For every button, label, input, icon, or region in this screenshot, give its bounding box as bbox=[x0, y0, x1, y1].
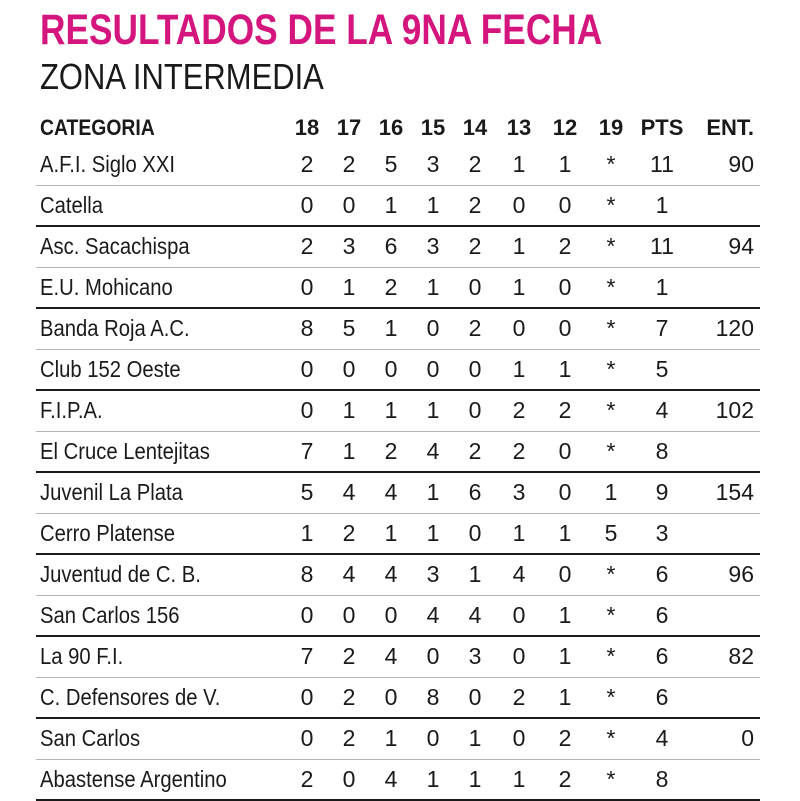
cat19-cell: * bbox=[606, 561, 616, 588]
cat14-cell: 0 bbox=[468, 273, 482, 300]
col-header-pts: PTS bbox=[640, 115, 684, 140]
cat15-cell: 3 bbox=[426, 233, 440, 260]
cat15-cell: 4 bbox=[426, 601, 440, 628]
table-row bbox=[36, 554, 760, 595]
cat14-cell: 2 bbox=[468, 233, 482, 260]
cat17-cell: 0 bbox=[342, 601, 356, 628]
ent-cell bbox=[690, 431, 760, 472]
cat13-cell: 1 bbox=[512, 273, 526, 300]
table-row bbox=[36, 472, 760, 513]
cat14-cell: 6 bbox=[468, 479, 482, 506]
cat12-cell: 1 bbox=[558, 519, 572, 546]
cat17-cell: 1 bbox=[342, 273, 356, 300]
cat13-cell: 2 bbox=[512, 683, 526, 710]
cat12-cell: 1 bbox=[558, 601, 572, 628]
cat14-cell: 1 bbox=[468, 561, 482, 588]
table-row bbox=[36, 759, 760, 800]
cat13-cell: 0 bbox=[512, 725, 526, 752]
cat14-cell: 4 bbox=[468, 601, 482, 628]
cat14-cell: 2 bbox=[468, 437, 482, 464]
col-header-ent: ENT. bbox=[706, 115, 754, 140]
ent-cell: 102 bbox=[715, 397, 754, 424]
table-header-row bbox=[36, 111, 760, 145]
cat16-cell: 4 bbox=[384, 765, 398, 792]
cat15-cell: 3 bbox=[426, 151, 440, 178]
team-cell bbox=[36, 145, 286, 185]
cat18-cell: 0 bbox=[300, 601, 314, 628]
cat14-cell: 0 bbox=[468, 519, 482, 546]
col-header-categoria: CATEGORIA bbox=[40, 115, 155, 140]
cat12-cell: 2 bbox=[558, 233, 572, 260]
pts-cell: 8 bbox=[655, 437, 669, 464]
cat19-cell: * bbox=[606, 151, 616, 178]
cat18-cell: 0 bbox=[300, 355, 314, 382]
cat16-cell: 1 bbox=[384, 191, 398, 218]
pts-cell: 3 bbox=[655, 519, 669, 546]
table-row bbox=[36, 677, 760, 718]
cat13-cell: 4 bbox=[512, 561, 526, 588]
cat14-cell: 0 bbox=[468, 397, 482, 424]
ent-cell bbox=[690, 267, 760, 308]
cat18-cell: 0 bbox=[300, 191, 314, 218]
ent-cell bbox=[690, 759, 760, 800]
cat16-cell: 6 bbox=[384, 233, 398, 260]
cat17-cell: 2 bbox=[342, 643, 356, 670]
cat17-cell: 2 bbox=[342, 151, 356, 178]
table-row bbox=[36, 513, 760, 554]
cat12-cell: 2 bbox=[558, 397, 572, 424]
page-subtitle: ZONA INTERMEDIA bbox=[40, 56, 324, 97]
table-row bbox=[36, 718, 760, 759]
cat19-cell: * bbox=[606, 397, 616, 424]
ent-cell bbox=[690, 513, 760, 554]
cat12-cell: 2 bbox=[558, 725, 572, 752]
team-name: El Cruce Lentejitas bbox=[40, 437, 210, 464]
cat18-cell: 2 bbox=[300, 151, 314, 178]
cat12-cell: 0 bbox=[558, 315, 572, 342]
cat12-cell: 0 bbox=[558, 191, 572, 218]
cat15-cell: 0 bbox=[426, 315, 440, 342]
col-header-12: 12 bbox=[552, 115, 578, 140]
cat19-cell: 1 bbox=[604, 479, 618, 506]
cat17-cell: 2 bbox=[342, 725, 356, 752]
cat12-cell: 1 bbox=[558, 683, 572, 710]
table-row bbox=[36, 636, 760, 677]
pts-cell: 11 bbox=[650, 151, 674, 178]
cat16-cell: 1 bbox=[384, 725, 398, 752]
cat17-cell: 2 bbox=[342, 683, 356, 710]
team-name: Catella bbox=[40, 191, 104, 218]
cat17-cell: 0 bbox=[342, 765, 356, 792]
ent-cell: 82 bbox=[728, 643, 754, 670]
table-body bbox=[36, 145, 760, 800]
table-row bbox=[36, 185, 760, 226]
cat12-cell: 1 bbox=[558, 151, 572, 178]
cat18-cell: 2 bbox=[300, 233, 314, 260]
cat17-cell: 4 bbox=[342, 561, 356, 588]
cat16-cell: 5 bbox=[384, 151, 398, 178]
team-cell bbox=[36, 185, 286, 226]
ent-cell bbox=[690, 349, 760, 390]
cat13-cell: 2 bbox=[512, 397, 526, 424]
cat13-cell: 1 bbox=[512, 355, 526, 382]
col-header-16: 16 bbox=[378, 115, 404, 140]
cat18-cell: 2 bbox=[300, 765, 314, 792]
ent-cell bbox=[690, 595, 760, 636]
cat17-cell: 0 bbox=[342, 191, 356, 218]
cat15-cell: 1 bbox=[426, 765, 440, 792]
cat17-cell: 2 bbox=[342, 519, 356, 546]
cat15-cell: 1 bbox=[426, 479, 440, 506]
cat17-cell: 5 bbox=[342, 315, 356, 342]
pts-cell: 1 bbox=[655, 191, 669, 218]
ent-cell: 94 bbox=[728, 233, 754, 260]
team-name: Juvenil La Plata bbox=[40, 479, 183, 506]
cat17-cell: 1 bbox=[342, 397, 356, 424]
pts-cell: 9 bbox=[655, 479, 669, 506]
team-name: Asc. Sacachispa bbox=[40, 233, 190, 260]
cat14-cell: 1 bbox=[468, 725, 482, 752]
cat19-cell: * bbox=[606, 355, 616, 382]
cat12-cell: 0 bbox=[558, 479, 572, 506]
cat16-cell: 2 bbox=[384, 437, 398, 464]
team-cell bbox=[36, 267, 286, 308]
table-row bbox=[36, 431, 760, 472]
cat19-cell: * bbox=[606, 725, 616, 752]
cat12-cell: 0 bbox=[558, 273, 572, 300]
pts-cell: 1 bbox=[655, 273, 669, 300]
team-name: F.I.P.A. bbox=[40, 397, 103, 424]
col-header-15: 15 bbox=[420, 115, 446, 140]
team-name: C. Defensores de V. bbox=[40, 683, 221, 710]
cat15-cell: 1 bbox=[426, 273, 440, 300]
cat19-cell: * bbox=[606, 643, 616, 670]
cat18-cell: 0 bbox=[300, 273, 314, 300]
col-header-18: 18 bbox=[294, 115, 320, 140]
cat18-cell: 0 bbox=[300, 683, 314, 710]
cat13-cell: 1 bbox=[512, 519, 526, 546]
cat18-cell: 7 bbox=[300, 643, 314, 670]
cat18-cell: 1 bbox=[300, 519, 314, 546]
cat13-cell: 2 bbox=[512, 437, 526, 464]
pts-cell: 4 bbox=[655, 397, 669, 424]
pts-cell: 11 bbox=[650, 233, 674, 260]
cat19-cell: * bbox=[606, 601, 616, 628]
table-row bbox=[36, 226, 760, 267]
ent-cell: 120 bbox=[715, 315, 754, 342]
cat15-cell: 1 bbox=[426, 191, 440, 218]
cat16-cell: 4 bbox=[384, 643, 398, 670]
cat19-cell: * bbox=[606, 233, 616, 260]
col-header-14: 14 bbox=[462, 115, 488, 140]
team-cell bbox=[36, 554, 286, 595]
cat19-cell: * bbox=[606, 765, 616, 792]
cat13-cell: 1 bbox=[512, 233, 526, 260]
table-row bbox=[36, 267, 760, 308]
team-cell bbox=[36, 390, 286, 431]
team-cell bbox=[36, 226, 286, 267]
team-cell bbox=[36, 636, 286, 677]
team-name: Juventud de C. B. bbox=[40, 561, 201, 588]
cat19-cell: 5 bbox=[604, 519, 618, 546]
cat16-cell: 4 bbox=[384, 479, 398, 506]
team-cell bbox=[36, 759, 286, 800]
cat15-cell: 0 bbox=[426, 725, 440, 752]
cat13-cell: 0 bbox=[512, 191, 526, 218]
cat12-cell: 2 bbox=[558, 765, 572, 792]
cat13-cell: 3 bbox=[512, 479, 526, 506]
results-table bbox=[36, 111, 760, 801]
table-row bbox=[36, 390, 760, 431]
team-cell bbox=[36, 677, 286, 718]
team-cell bbox=[36, 308, 286, 349]
team-cell bbox=[36, 349, 286, 390]
cat16-cell: 0 bbox=[384, 355, 398, 382]
cat12-cell: 1 bbox=[558, 643, 572, 670]
cat16-cell: 1 bbox=[384, 519, 398, 546]
col-header-13: 13 bbox=[506, 115, 532, 140]
team-name: Banda Roja A.C. bbox=[40, 315, 190, 342]
cat17-cell: 0 bbox=[342, 355, 356, 382]
cat18-cell: 5 bbox=[300, 479, 314, 506]
cat17-cell: 1 bbox=[342, 437, 356, 464]
cat19-cell: * bbox=[606, 273, 616, 300]
page-title: RESULTADOS DE LA 9NA FECHA bbox=[40, 6, 603, 54]
cat16-cell: 0 bbox=[384, 683, 398, 710]
cat15-cell: 0 bbox=[426, 355, 440, 382]
cat15-cell: 8 bbox=[426, 683, 440, 710]
cat16-cell: 4 bbox=[384, 561, 398, 588]
team-name: San Carlos 156 bbox=[40, 601, 180, 628]
pts-cell: 8 bbox=[655, 765, 669, 792]
pts-cell: 6 bbox=[655, 643, 669, 670]
cat14-cell: 3 bbox=[468, 643, 482, 670]
cat15-cell: 4 bbox=[426, 437, 440, 464]
team-cell bbox=[36, 431, 286, 472]
cat12-cell: 0 bbox=[558, 437, 572, 464]
team-name: Club 152 Oeste bbox=[40, 355, 181, 382]
team-cell bbox=[36, 472, 286, 513]
cat15-cell: 0 bbox=[426, 643, 440, 670]
table-row bbox=[36, 595, 760, 636]
cat19-cell: * bbox=[606, 683, 616, 710]
cat18-cell: 8 bbox=[300, 561, 314, 588]
cat13-cell: 1 bbox=[512, 765, 526, 792]
team-cell bbox=[36, 513, 286, 554]
cat16-cell: 1 bbox=[384, 315, 398, 342]
cat14-cell: 2 bbox=[468, 191, 482, 218]
cat19-cell: * bbox=[606, 437, 616, 464]
ent-cell: 0 bbox=[741, 725, 754, 752]
pts-cell: 6 bbox=[655, 683, 669, 710]
team-cell bbox=[36, 595, 286, 636]
col-header-17: 17 bbox=[336, 115, 362, 140]
cat13-cell: 0 bbox=[512, 601, 526, 628]
team-name: Abastense Argentino bbox=[40, 765, 227, 792]
cat18-cell: 8 bbox=[300, 315, 314, 342]
pts-cell: 4 bbox=[655, 725, 669, 752]
team-name: E.U. Mohicano bbox=[40, 273, 173, 300]
cat18-cell: 0 bbox=[300, 725, 314, 752]
ent-cell bbox=[690, 185, 760, 226]
pts-cell: 6 bbox=[655, 601, 669, 628]
cat16-cell: 2 bbox=[384, 273, 398, 300]
team-cell bbox=[36, 718, 286, 759]
cat13-cell: 0 bbox=[512, 315, 526, 342]
pts-cell: 5 bbox=[655, 355, 669, 382]
table-row bbox=[36, 349, 760, 390]
cat14-cell: 1 bbox=[468, 765, 482, 792]
cat18-cell: 0 bbox=[300, 397, 314, 424]
cat16-cell: 0 bbox=[384, 601, 398, 628]
team-name: A.F.I. Siglo XXI bbox=[40, 151, 175, 178]
table-row bbox=[36, 308, 760, 349]
cat19-cell: * bbox=[606, 315, 616, 342]
cat18-cell: 7 bbox=[300, 437, 314, 464]
cat15-cell: 3 bbox=[426, 561, 440, 588]
team-name: La 90 F.I. bbox=[40, 643, 124, 670]
pts-cell: 6 bbox=[655, 561, 669, 588]
cat13-cell: 0 bbox=[512, 643, 526, 670]
cat15-cell: 1 bbox=[426, 397, 440, 424]
cat14-cell: 0 bbox=[468, 683, 482, 710]
cat14-cell: 2 bbox=[468, 151, 482, 178]
ent-cell: 90 bbox=[728, 151, 754, 178]
cat12-cell: 0 bbox=[558, 561, 572, 588]
cat19-cell: * bbox=[606, 191, 616, 218]
pts-cell: 7 bbox=[655, 315, 669, 342]
cat17-cell: 3 bbox=[342, 233, 356, 260]
cat16-cell: 1 bbox=[384, 397, 398, 424]
col-header-19: 19 bbox=[598, 115, 624, 140]
cat15-cell: 1 bbox=[426, 519, 440, 546]
cat12-cell: 1 bbox=[558, 355, 572, 382]
team-name: Cerro Platense bbox=[40, 519, 176, 546]
ent-cell: 96 bbox=[728, 561, 754, 588]
team-name: San Carlos bbox=[40, 725, 141, 752]
cat14-cell: 2 bbox=[468, 315, 482, 342]
cat17-cell: 4 bbox=[342, 479, 356, 506]
table-row bbox=[36, 145, 760, 185]
ent-cell bbox=[690, 677, 760, 718]
cat13-cell: 1 bbox=[512, 151, 526, 178]
ent-cell: 154 bbox=[715, 479, 754, 506]
cat14-cell: 0 bbox=[468, 355, 482, 382]
